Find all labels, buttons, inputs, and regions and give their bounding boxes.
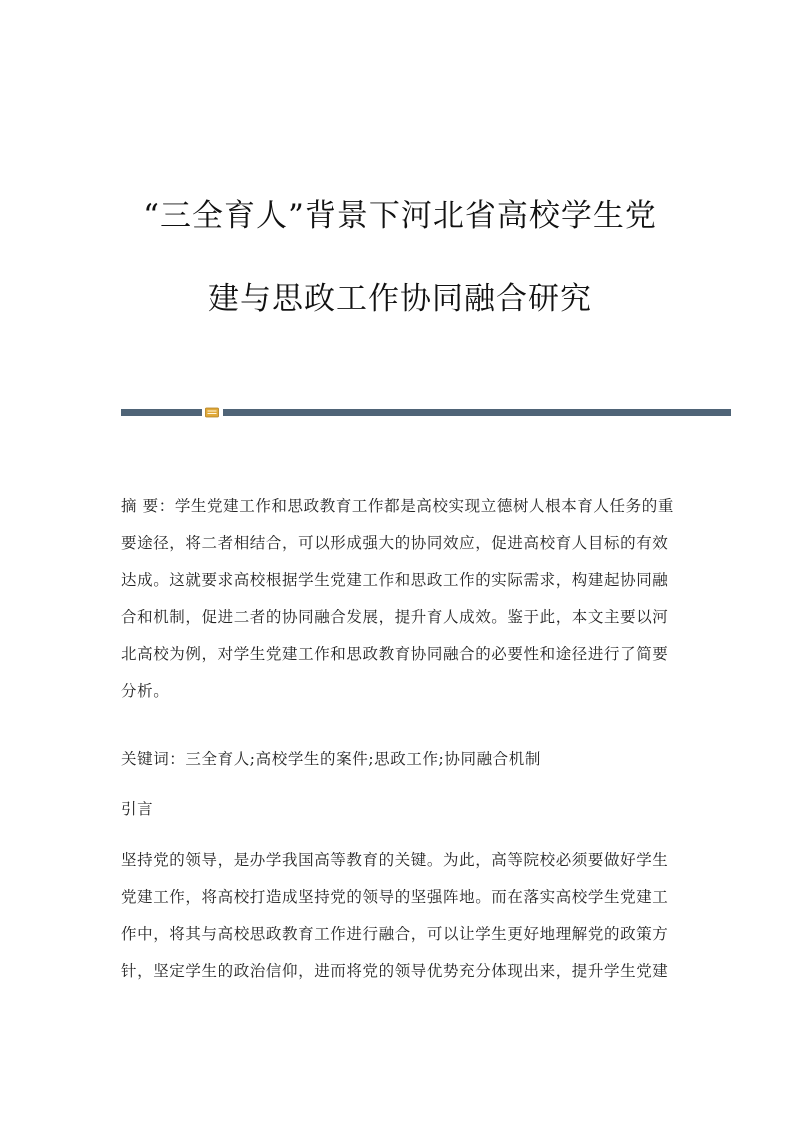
document-title-line-1: “三全育人”背景下河北省高校学生党 <box>143 198 657 234</box>
book-emblem-icon <box>205 407 219 418</box>
introduction-paragraph: 坚持党的领导，是办学我国高等教育的关键。为此，高等院校必须要做好学生党建工作，将高校打造成坚持党的领导的坚强阵地。而在落实高校学生党建工作中，将其与高校思政教育工作进行融合，可以让学生更好地理解党的政策方针，坚定学生的政治信仰，进而将党的领导优势充分体现出来，提升学生党建 <box>121 851 669 980</box>
section-heading-introduction: 引言 <box>121 800 154 818</box>
document-title-line-2: 建与思政工作协同融合研究 <box>208 281 592 317</box>
title-divider-right <box>223 409 731 416</box>
abstract-label: 摘 要： <box>121 497 175 515</box>
keywords-line <box>121 741 681 778</box>
keywords-text: 三全育人;高校学生的案件;思政工作;协同融合机制 <box>185 750 541 768</box>
keywords-label: 关键词： <box>121 750 186 768</box>
abstract-paragraph <box>121 488 681 710</box>
title-divider-left <box>121 409 202 416</box>
abstract-text: 学生党建工作和思政教育工作都是高校实现立德树人根本育人任务的重要途径，将二者相结合，可以形成强大的协同效应，促进高校育人目标的有效达成。这就要求高校根据学生党建工作和思政工作的实际需求，构建起协同融合和机制，促进二者的协同融合发展，提升育人成效。鉴于此，本文主要以河北高校为例，对学生党建工作和思政教育协同融合的必要性和途径进行了简要分析。 <box>121 497 674 700</box>
